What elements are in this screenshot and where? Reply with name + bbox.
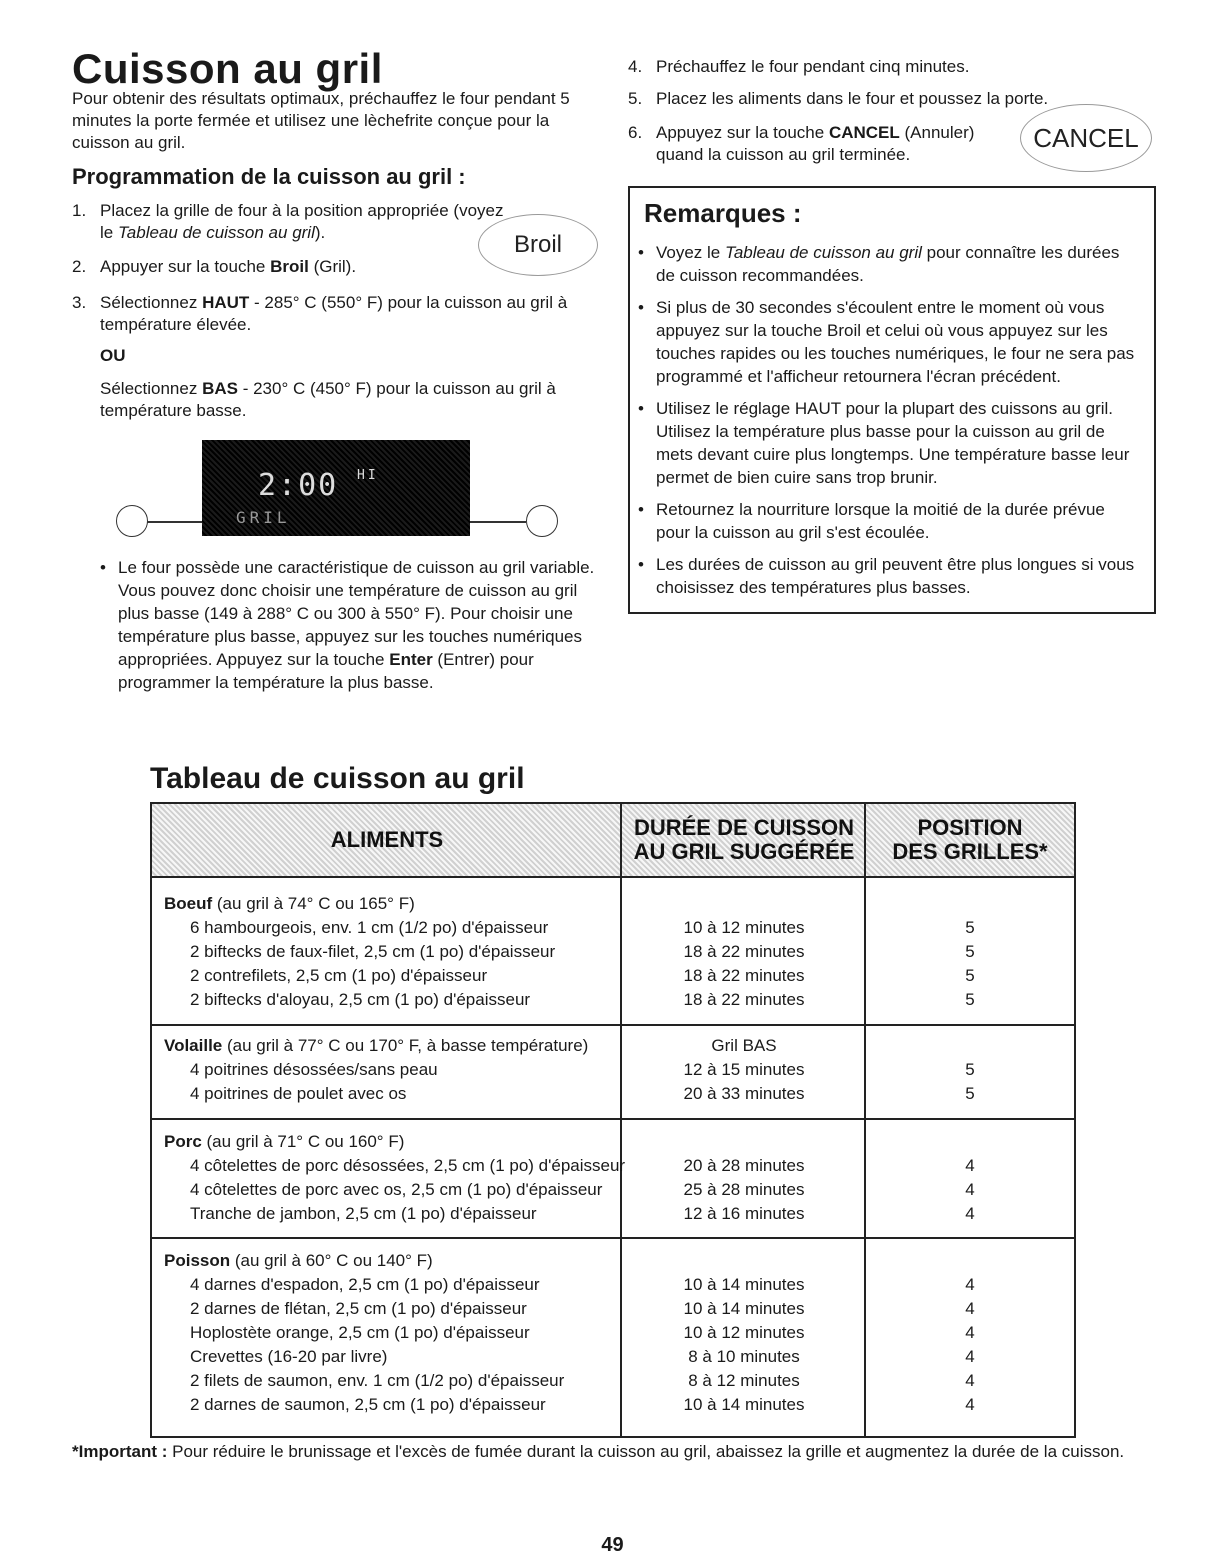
row-divider: [152, 1237, 1074, 1239]
table-row: 4 poitrines désossées/sans peau: [190, 1060, 438, 1079]
step-4: 4. Préchauffez le four pendant cinq minutes.: [628, 57, 970, 76]
column-header-position: POSITION DES GRILLES*: [866, 804, 1074, 878]
cancel-button-illustration: CANCEL: [1020, 104, 1152, 172]
broil-button-illustration: Broil: [478, 214, 598, 276]
remarks-box: [628, 186, 1156, 614]
table-title: Tableau de cuisson au gril: [150, 762, 525, 795]
remarks-list: [630, 241, 1154, 599]
table-row: 4 côtelettes de porc avec os, 2,5 cm (1 po) d'épaisseur: [190, 1180, 603, 1199]
table-row: 2 darnes de flétan, 2,5 cm (1 po) d'épaisseur: [190, 1299, 527, 1318]
table-row: 2 filets de saumon, env. 1 cm (1/2 po) d'épaisseur: [190, 1371, 565, 1390]
table-row: 4 darnes d'espadon, 2,5 cm (1 po) d'épaisseur: [190, 1275, 540, 1294]
oven-display: 2:00 HI GRIL: [202, 440, 470, 536]
or-label: OU: [100, 346, 126, 365]
list-item: • Utilisez le réglage HAUT pour la plupart des cuissons au gril. Utilisez la température plus basse pour la cuisson au gril de mets devant cuire plus longtemps. Une température basse leur permet de bien cuire sans trop brunir.: [630, 397, 1140, 489]
list-item: • Les durées de cuisson au gril peuvent être plus longues si vous choisissez des températures plus basses.: [630, 553, 1140, 599]
intro-paragraph: Pour obtenir des résultats optimaux, préchauffez le four pendant 5 minutes la porte fermée et utilisez une lèchefrite conçue pour la cuisson au gril.: [72, 89, 570, 152]
left-knob-icon: [116, 505, 148, 537]
remarks-heading: Remarques :: [644, 198, 802, 228]
list-item: • Retournez la nourriture lorsque la moitié de la durée prévue pour la cuisson au gril s'est écoulée.: [630, 498, 1140, 544]
step-2: 2. Appuyer sur la touche Broil (Gril).: [72, 257, 357, 276]
page-number: 49: [601, 1534, 624, 1556]
variable-broil-note: • Le four possède une caractéristique de cuisson au gril variable. Vous pouvez donc choisir une température de cuisson au gril plus basse (149 à 288° C ou 300 à 550° F). Pour choisir une température plus basse, appuyez sur les touches numériques appropriées. Appuyez sur la touche Enter (Entrer) pour programmer la température la plus basse.: [92, 556, 602, 702]
step-5: 5. Placez les aliments dans le four et poussez la porte.: [628, 89, 1049, 108]
row-divider: [152, 1024, 1074, 1026]
connector-line: [147, 521, 203, 523]
table-row: 4 poitrines de poulet avec os: [190, 1084, 407, 1103]
right-knob-icon: [526, 505, 558, 537]
table-row: Tranche de jambon, 2,5 cm (1 po) d'épaisseur: [190, 1204, 537, 1223]
column-header-foods: ALIMENTS: [152, 804, 622, 878]
broil-table: ALIMENTS DURÉE DE CUISSON AU GRIL SUGGÉRÉE POSITION DES GRILLES* Boeuf (au gril à 74° C ou 165° F) 6 hambourgeois, env. 1 cm (1/2 po) d'épaisseur 2 biftecks de faux-filet, 2,5 cm (1 po) d'épaisseur 2 contrefilets, 2,5 cm (1 po) d'épaisseur 2 biftecks d'aloyau, 2,5 cm (1 po) d'épaisseur 10 à 12 minutes 18 à 22 minutes 18 à 22 minutes 18 à 22 minutes 5 5 5 5 Volaille (au gril à 77° C ou 170° F, à basse température) Gril BAS 4 poitrines désossées/sans peau 4 poitrines de poulet avec os 12 à 15 minutes 20 à 33 minutes 5 5 Porc (au gril à 71° C ou 160° F) 4 côtelettes de porc désossées, 2,5 cm (1 po) d'épaisseur 4 côtelettes de porc avec os, 2,5 cm (1 po) d'épaisseur Tranche de jambon, 2,5 cm (1 po) d'épaisseur 20 à 28 minutes 25 à 28 minutes 12 à 16 minutes 4 4 4 Poisson (au gril à 60° C ou 140° F) 4 darnes d'espadon, 2,5 cm (1 po) d'épaisseur 2 darnes de flétan, 2,5 cm (1 po) d'épaisseur Hoplostète orange, 2,5 cm (1 po) d'épaisseur Crevettes (16-20 par livre) 2 filets de saumon, env. 1 cm (1/2 po) d'épaisseur 2 darnes de saumon, 2,5 cm (1 po) d'épaisseur 10 à 14 minutes 10 à 14 minutes 10 à 12 minutes 8 à 10 minutes 8 à 12 minutes 10 à 14 minutes 4 4 4 4 4 4: [150, 802, 1076, 1438]
connector-line: [470, 521, 526, 523]
table-row: 6 hambourgeois, env. 1 cm (1/2 po) d'épaisseur: [190, 918, 549, 937]
table-row: 2 darnes de saumon, 2,5 cm (1 po) d'épaisseur: [190, 1395, 546, 1414]
list-item: • Voyez le Tableau de cuisson au gril pour connaître les durées de cuisson recommandées.: [630, 241, 1140, 287]
step-3-alt: Sélectionnez BAS - 230° C (450° F) pour la cuisson au gril à température basse.: [100, 379, 556, 420]
table-row: Crevettes (16-20 par livre): [190, 1347, 388, 1366]
step-6: 6. Appuyez sur la touche CANCEL (Annuler) quand la cuisson au gril terminée.: [628, 123, 975, 164]
section-subheading: Programmation de la cuisson au gril :: [72, 164, 466, 189]
step-3: 3. Sélectionnez HAUT - 285° C (550° F) pour la cuisson au gril à température élevée.: [72, 293, 568, 334]
table-row: 2 contrefilets, 2,5 cm (1 po) d'épaisseur: [190, 966, 488, 985]
row-divider: [152, 1118, 1074, 1120]
table-row: 4 côtelettes de porc désossées, 2,5 cm (1 po) d'épaisseur: [190, 1156, 626, 1175]
table-row: 2 biftecks de faux-filet, 2,5 cm (1 po) d'épaisseur: [190, 942, 556, 961]
column-header-time: DURÉE DE CUISSON AU GRIL SUGGÉRÉE: [622, 804, 866, 878]
list-item: • Si plus de 30 secondes s'écoulent entre le moment où vous appuyez sur la touche Broil et celui où vous appuyez sur les touches rapides ou les touches numériques, le four ne sera pas programmé et l'afficheur retournera l'écran précédent.: [630, 296, 1140, 388]
step-1: 1. Placez la grille de four à la position appropriée (voyez le Tableau de cuisson au gril).: [72, 201, 504, 242]
table-row: Hoplostète orange, 2,5 cm (1 po) d'épaisseur: [190, 1323, 530, 1342]
important-footnote: *Important : Pour réduire le brunissage et l'excès de fumée durant la cuisson au gril, abaissez la grille et augmentez la durée de la cuisson.: [72, 1442, 1125, 1461]
page-title: Cuisson au gril: [72, 45, 383, 92]
table-row: 2 biftecks d'aloyau, 2,5 cm (1 po) d'épaisseur: [190, 990, 531, 1009]
